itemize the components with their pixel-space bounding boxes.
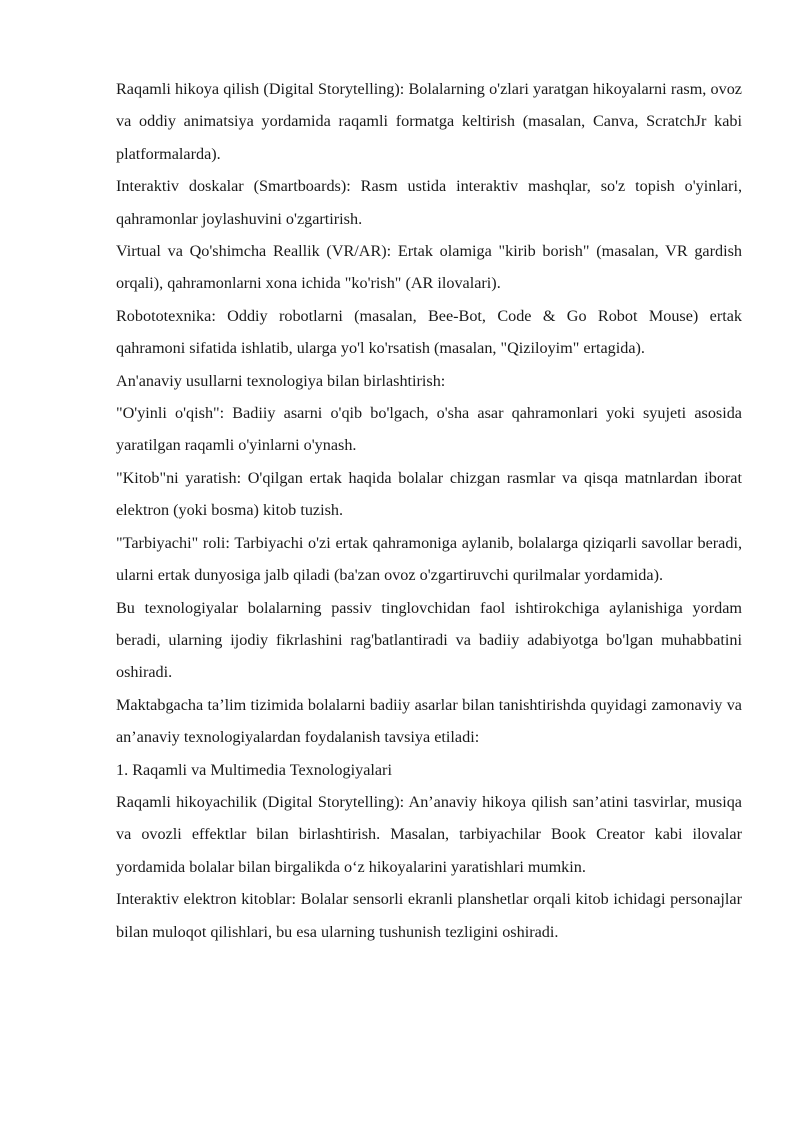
paragraph-robotics: Robototexnika: Oddiy robotlarni (masalan, Bee-Bot, Code & Go Robot Mouse) ertak qahramoni sifatida ishlatib, ularga yo'l ko'rsatish (masalan, "Qiziloyim" ertagida). xyxy=(116,306,742,358)
paragraph-interactive-ebooks: Interaktiv elektron kitoblar: Bolalar sensorli ekranli planshetlar orqali kitob ichidagi personajlar bilan muloqot qilishlari, bu esa ularning tushunish tezligini oshiradi. xyxy=(116,890,742,941)
section-heading-digital-multimedia: 1. Raqamli va Multimedia Texnologiyalari xyxy=(116,760,392,779)
paragraph-summary: Bu texnologiyalar bolalarning passiv tinglovchidan faol ishtirokchiga aylanishiga yordam beradi, ularning ijodiy fikrlashini rag'batlantiradi va badiiy adabiyotga bo'lgan muhabbatini oshiradi. xyxy=(116,598,742,682)
paragraph-teacher-role: "Tarbiyachi" roli: Tarbiyachi o'zi ertak qahramoniga aylanib, bolalarga qiziqarli savollar beradi, ularni ertak dunyosiga jalb qiladi (ba'zan ovoz o'zgartiruvchi qurilmalar yordamida). xyxy=(116,533,742,585)
paragraph-recommendation: Maktabgacha ta’lim tizimida bolalarni badiiy asarlar bilan tanishtirishda quyidagi zamonaviy va an’anaviy texnologiyalardan foydalanish tavsiya etiladi: xyxy=(116,695,742,747)
document-page xyxy=(116,73,742,948)
paragraph-game-reading: "O'yinli o'qish": Badiiy asarni o'qib bo'lgach, o'sha asar qahramonlari yoki syujeti asosida yaratilgan raqamli o'yinlarni o'ynash. xyxy=(116,404,742,455)
paragraph-digital-storytelling-2: Raqamli hikoyachilik (Digital Storytelling): An’anaviy hikoya qilish san’atini tasvirlar, musiqa va ovozli effektlar bilan birlashtirish. Masalan, tarbiyachilar Book Creator kabi ilovalar yordamida bolalar bilan birgalikda o‘z hikoyalarini yaratishlari mumkin. xyxy=(116,792,742,876)
paragraph-digital-storytelling: Raqamli hikoya qilish (Digital Storytelling): Bolalarning o'zlari yaratgan hikoyalarni rasm, ovoz va oddiy animatsiya yordamida raqamli formatga keltirish (masalan, Canva, ScratchJr kabi platformalarda). xyxy=(116,80,742,163)
paragraph-vr-ar: Virtual va Qo'shimcha Reallik (VR/AR): Ertak olamiga "kirib borish" (masalan, VR gardish orqali), qahramonlarni xona ichida "ko'rish" (AR ilovalari). xyxy=(116,242,742,293)
paragraph-smartboards: Interaktiv doskalar (Smartboards): Rasm ustida interaktiv mashqlar, so'z topish o'yinlari, qahramonlar joylashuvini o'zgartirish. xyxy=(116,177,742,228)
paragraph-traditional-methods-heading: An'anaviy usullarni texnologiya bilan birlashtirish: xyxy=(116,371,446,390)
paragraph-book-creation: "Kitob"ni yaratish: O'qilgan ertak haqida bolalar chizgan rasmlar va qisqa matnlardan iborat elektron (yoki bosma) kitob tuzish. xyxy=(116,468,742,520)
